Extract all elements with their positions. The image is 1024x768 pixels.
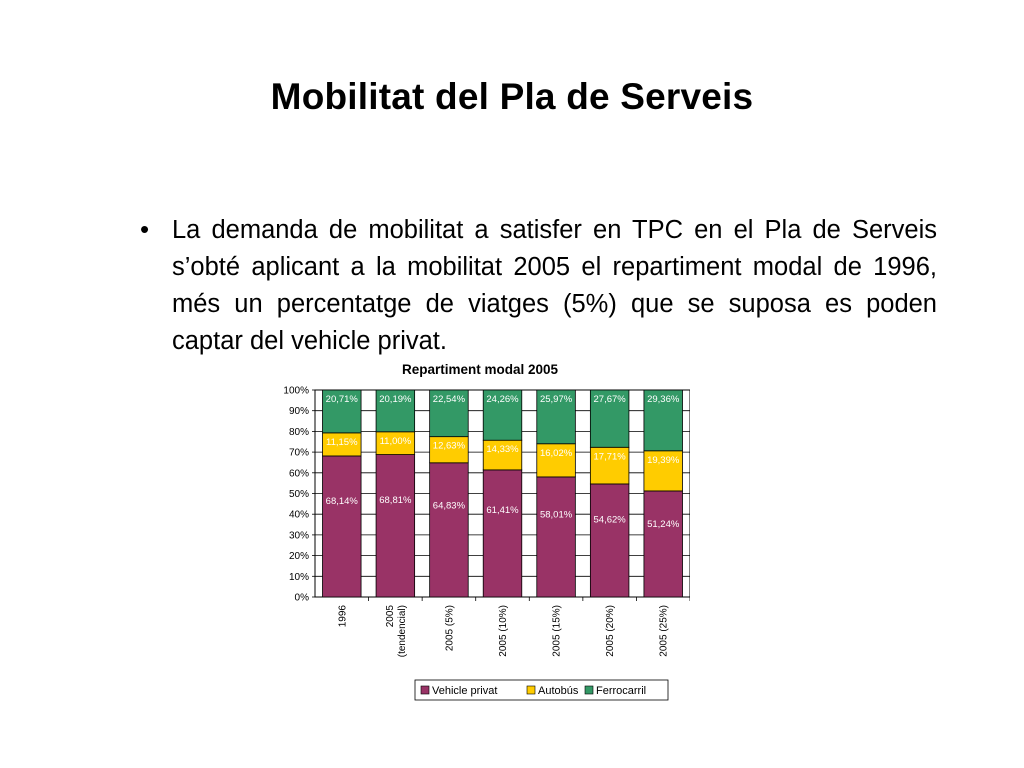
data-label: 27,67% [593,394,626,405]
y-tick-label: 100% [283,385,309,397]
y-tick-label: 80% [288,426,309,438]
x-tick-label [552,605,563,657]
x-tick-label [385,605,408,658]
x-tick-label-line: 2005 (15%) [551,605,563,657]
legend-label: Ferrocarril [596,685,647,697]
data-label: 61,41% [486,505,519,517]
legend-swatch [421,686,429,694]
bar-vehicle-privat [483,470,522,597]
y-tick-label: 20% [288,551,309,563]
legend-label: Vehicle privat [432,685,498,697]
data-label: 20,71% [325,394,358,405]
chart-title: Repartiment modal 2005 [401,362,559,377]
chart-legend [415,680,668,700]
bar-vehicle-privat [644,491,683,597]
x-tick-label-line: 2005 (25%) [658,605,670,657]
data-label: 29,36% [647,394,680,406]
modal-split-chart [270,355,690,710]
bar-vehicle-privat [590,484,629,597]
x-tick-label-line: 2005 (10%) [498,605,509,657]
data-label: 19,39% [647,454,680,466]
x-tick-label-line: 2005 (20%) [605,605,617,657]
data-label: 54,62% [593,514,626,526]
y-tick-label: 30% [288,530,309,542]
x-tick-label-line: (tendencial) [396,605,408,658]
data-label: 51,24% [647,518,680,530]
x-tick-label [659,605,670,657]
data-label: 24,26% [486,394,519,405]
x-tick-label-line: 2005 (5%) [444,605,456,652]
y-tick-label: 10% [288,571,309,583]
legend-swatch [585,686,593,694]
data-label: 68,14% [325,495,358,507]
x-axis [337,605,669,658]
y-tick-label: 50% [288,489,309,500]
data-label: 25,97% [539,394,573,405]
y-tick-label: 40% [288,509,309,521]
data-label: 68,81% [379,494,412,506]
bullet-dot-icon: • [140,214,150,244]
data-label: 58,01% [539,509,573,521]
x-tick-label [605,605,616,657]
bar-vehicle-privat [323,456,362,597]
x-tick-label [444,605,455,651]
data-label: 12,63% [432,440,466,452]
bar-vehicle-privat [376,455,415,597]
legend-label: Autobús [538,685,579,697]
bullet-text: La demanda de mobilitat a satisfer en TPC en el Pla de Serveis s’obté aplicant a la mobilitat 2005 el repartiment modal de 1996, més un percentatge de viatges (5%) que se suposa es poden captar del vehicle privat. [172,216,937,355]
data-label: 11,00% [379,435,412,447]
data-label: 17,71% [593,451,626,463]
y-tick-label: 90% [288,406,309,418]
x-tick-label [337,605,348,628]
y-axis [283,386,315,604]
bar-vehicle-privat [537,477,576,597]
x-tick-label-line: 1996 [337,605,349,628]
x-tick-label [498,605,509,657]
legend-swatch [527,686,535,694]
data-label: 11,15% [326,436,358,448]
bar-vehicle-privat [430,463,469,597]
data-label: 20,19% [379,394,412,405]
y-tick-label: 0% [294,592,309,604]
data-label: 64,83% [432,500,466,512]
data-label: 14,33% [486,444,519,456]
data-label: 16,02% [539,447,573,459]
slide-title: Mobilitat del Pla de Serveis [270,76,754,117]
y-tick-label: 60% [288,468,309,480]
x-tick-label-line: 2005 [384,605,396,628]
data-label: 22,54% [432,394,466,405]
y-tick-label: 70% [288,447,309,459]
